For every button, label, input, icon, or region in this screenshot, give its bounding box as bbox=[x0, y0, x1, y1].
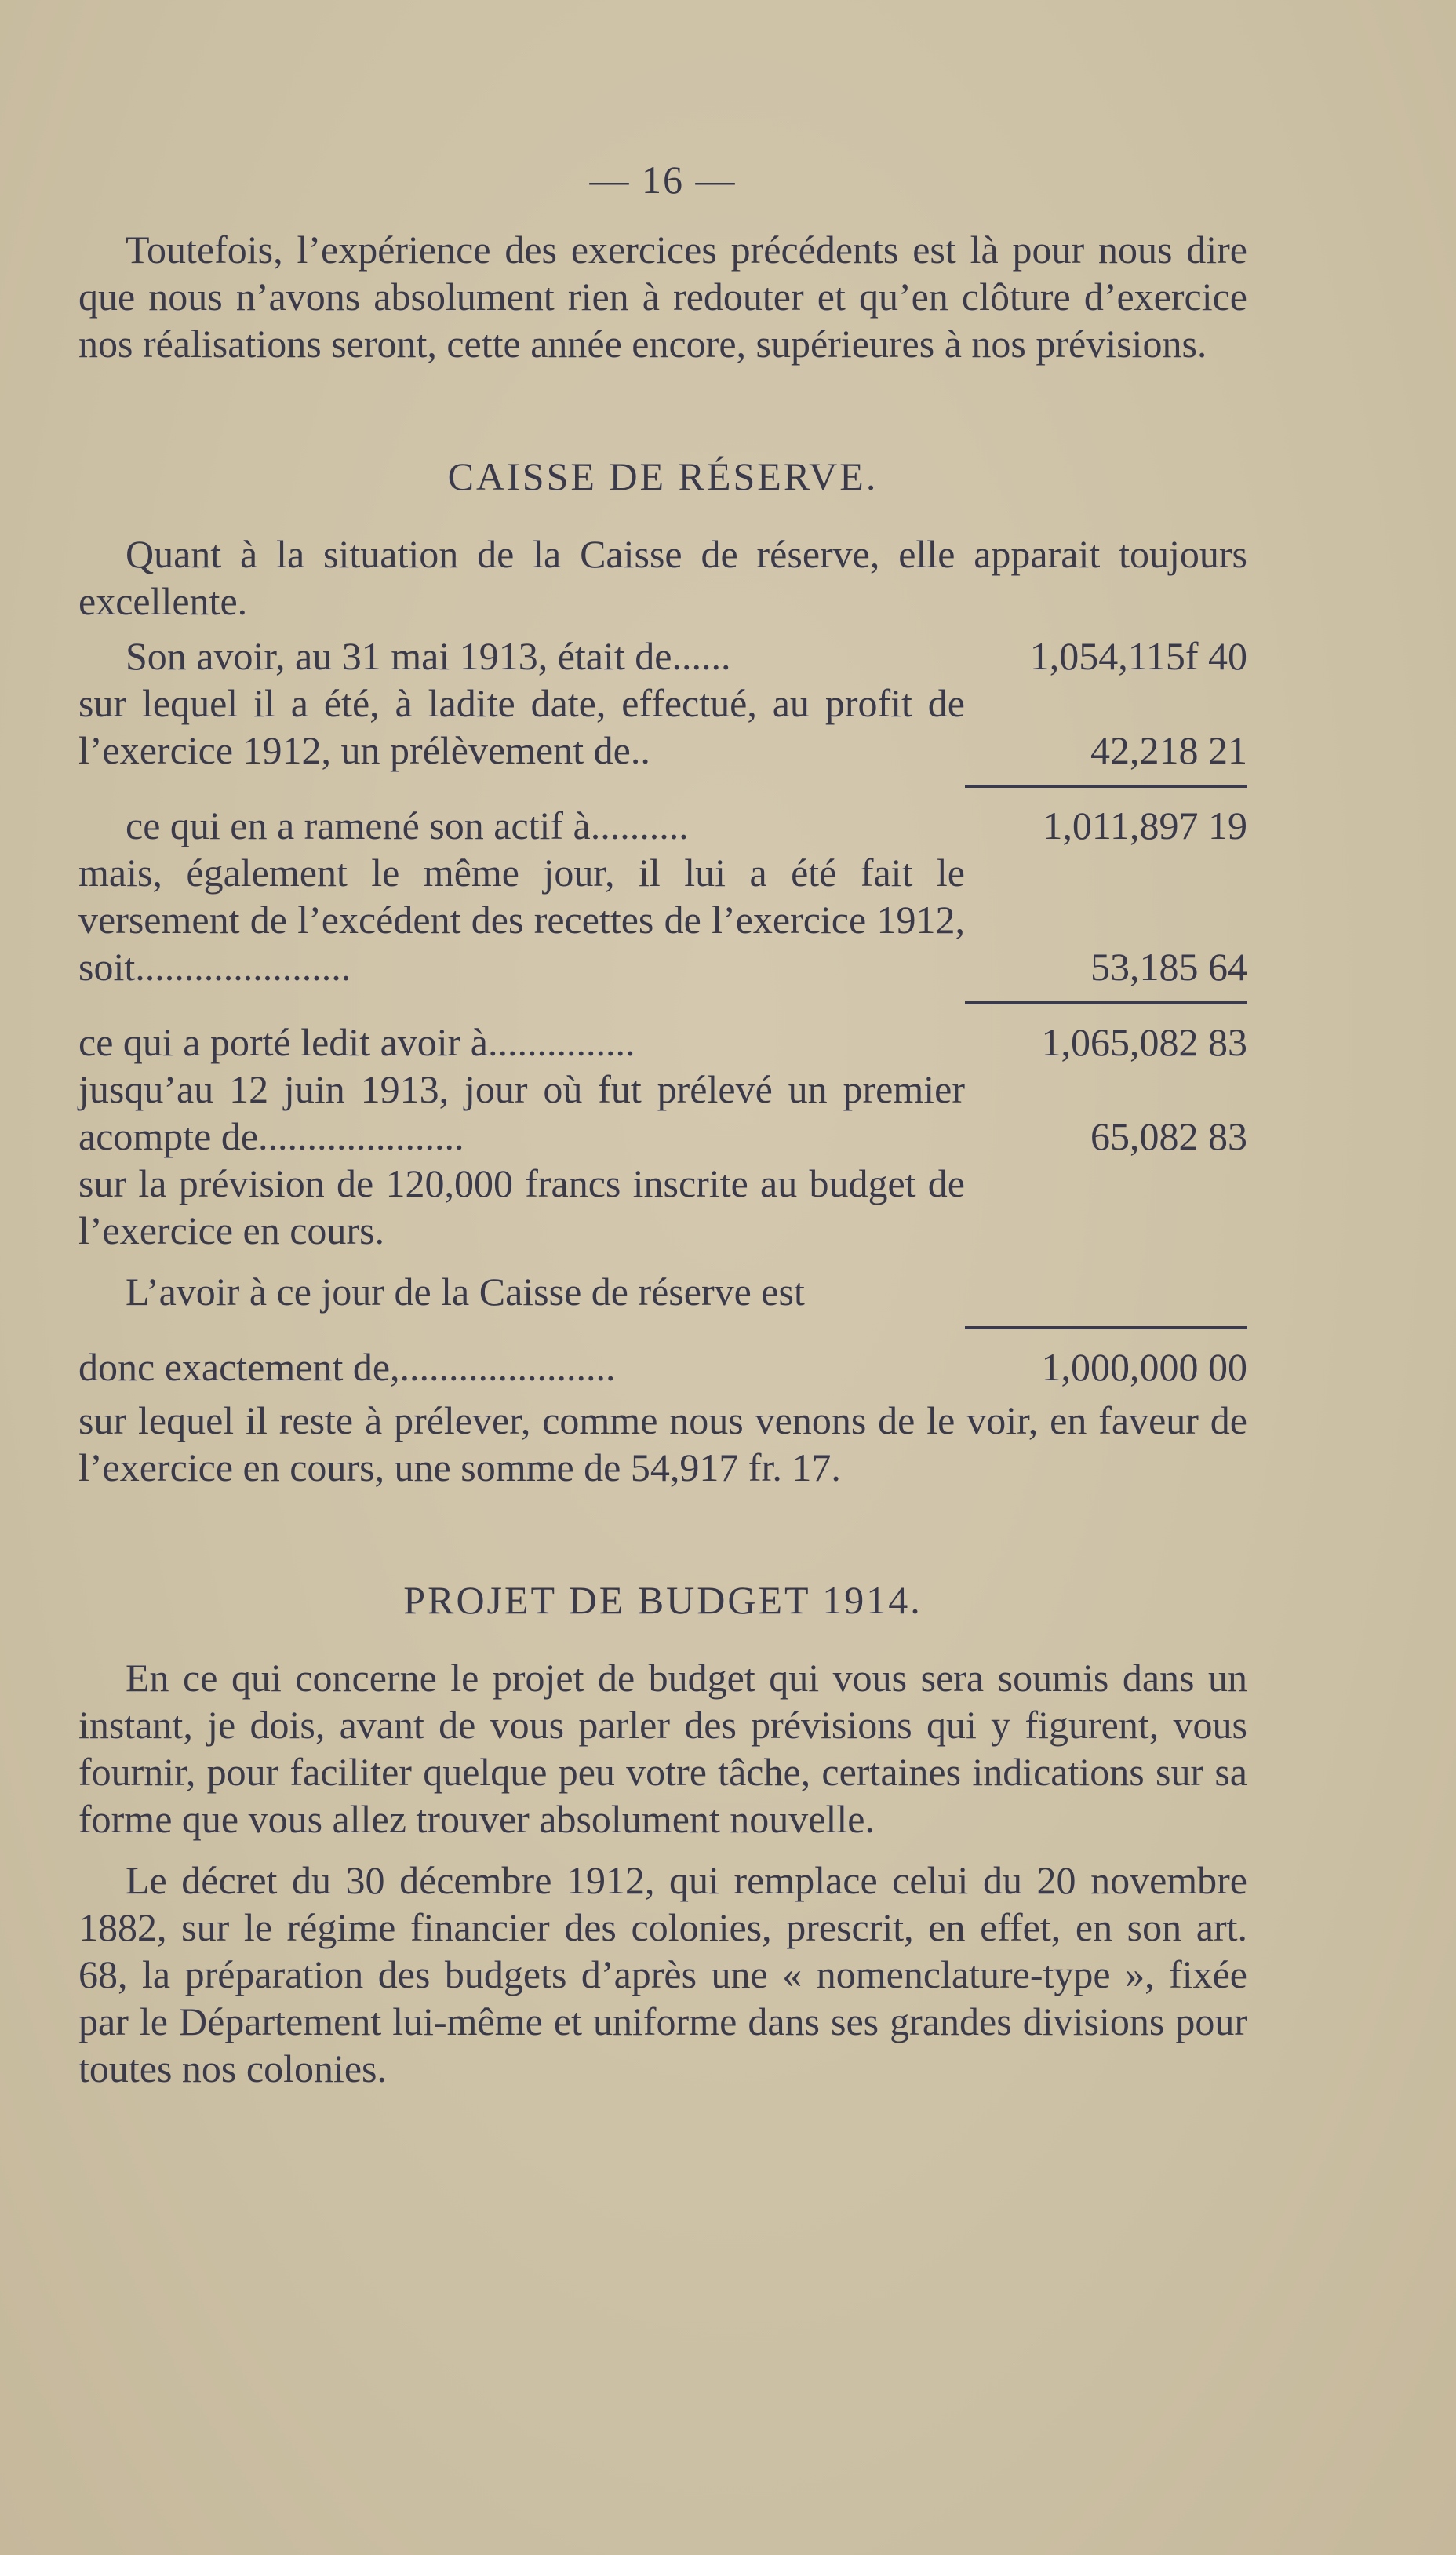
ledger-label: ce qui a porté ledit avoir à............... bbox=[78, 1020, 635, 1064]
ledger-amount: 1,011,897 19 bbox=[1043, 804, 1247, 847]
ledger-row-avoir-intro bbox=[78, 1268, 1247, 1315]
ledger-label: L’avoir à ce jour de la Caisse de réserve est bbox=[126, 1270, 805, 1314]
ledger-row-avoir-porte bbox=[78, 1019, 1247, 1066]
sum-rule bbox=[965, 785, 1247, 788]
ledger-row-versement bbox=[78, 849, 1247, 990]
budget-paragraph-2: Le décret du 30 décembre 1912, qui remplace celui du 20 novembre 1882, sur le régime financier des colonies, prescrit, en effet, en son art. 68, la préparation des budgets d’après une « nomenclature-type », fixée par le Département lui-même et uniforme dans ses grandes divisions pour toutes nos colonies. bbox=[78, 1858, 1247, 2090]
reserve-closing-paragraph: sur lequel il reste à prélever, comme nous venons de le voir, en faveur de l’exercice en cours, une somme de 54,917 fr. 17. bbox=[78, 1398, 1247, 1489]
ledger-row-total bbox=[78, 1343, 1247, 1390]
spacer bbox=[78, 1842, 1247, 1857]
ledger-amount: 1,000,000 00 bbox=[1041, 1345, 1247, 1389]
ledger-label: sur lequel il a été, à ladite date, effectué, au profit de l’exercice 1912, un prélèvement de.. bbox=[78, 681, 965, 772]
ledger-amount: 1,054,115f 40 bbox=[1029, 634, 1247, 678]
reserve-ledger bbox=[78, 632, 1247, 1390]
budget-paragraph-1: En ce qui concerne le projet de budget qui vous sera soumis dans un instant, je dois, avant de vous parler des prévisions qui y figurent, vous fournir, pour faciliter quelque peu votre tâche, certaines indications sur sa forme que vous allez trouver absolument nouvelle. bbox=[78, 1656, 1247, 1841]
ledger-row-prelevement bbox=[78, 680, 1247, 774]
reserve-intro-paragraph: Quant à la situation de la Caisse de réserve, elle apparait toujours excellente. bbox=[78, 532, 1247, 623]
sum-rule bbox=[965, 1326, 1247, 1329]
section-heading-projet-de-budget: PROJET DE BUDGET 1914. bbox=[403, 1578, 923, 1622]
ledger-label: mais, également le même jour, il lui a été fait le versement de l’excédent des recettes de l’exercice 1912, soit...................... bbox=[78, 851, 965, 989]
ledger-row-actif bbox=[78, 802, 1247, 849]
ledger-label: ce qui en a ramené son actif à.......... bbox=[126, 804, 689, 847]
sum-rule bbox=[965, 1001, 1247, 1004]
ledger-label: jusqu’au 12 juin 1913, jour où fut prélevé un premier acompte de..................... bbox=[78, 1067, 965, 1158]
spacer bbox=[78, 1254, 1247, 1268]
ledger-row-prevision bbox=[78, 1160, 1247, 1254]
section-heading-caisse-de-reserve: CAISSE DE RÉSERVE. bbox=[447, 454, 879, 498]
page-number: — 16 — bbox=[589, 158, 737, 202]
ledger-label: donc exactement de,...................... bbox=[78, 1345, 616, 1389]
ledger-row-avoir-31-mai bbox=[78, 632, 1247, 680]
ledger-amount: 42,218 21 bbox=[1090, 728, 1247, 772]
document-page bbox=[78, 157, 1247, 2092]
ledger-amount: 1,065,082 83 bbox=[1041, 1020, 1247, 1064]
intro-paragraph: Toutefois, l’expérience des exercices précédents est là pour nous dire que nous n’avons absolument rien à redouter et qu’en clôture d’exercice nos réalisations seront, cette année encore, supérieures à nos prévisions. bbox=[78, 228, 1247, 366]
ledger-amount: 53,185 64 bbox=[1090, 945, 1247, 989]
ledger-amount: 65,082 83 bbox=[1090, 1114, 1247, 1158]
ledger-row-acompte bbox=[78, 1066, 1247, 1160]
ledger-label: sur la prévision de 120,000 francs inscrite au budget de l’exercice en cours. bbox=[78, 1161, 965, 1252]
ledger-label: Son avoir, au 31 mai 1913, était de...... bbox=[126, 634, 731, 678]
